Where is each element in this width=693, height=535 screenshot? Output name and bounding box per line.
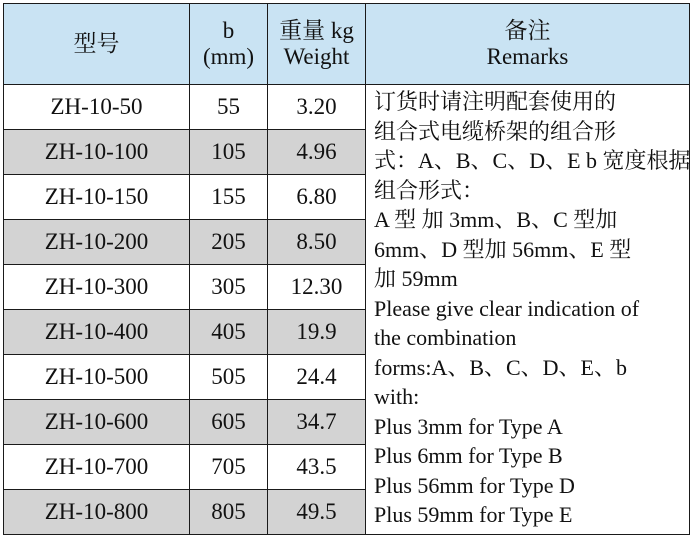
cell-b: 155 [190, 175, 268, 220]
remarks-line: Plus 3mm for Type A [374, 413, 563, 439]
header-remarks-zh: 备注 [504, 18, 551, 43]
remarks-line: 订货时请注明配套使用的 [374, 89, 617, 114]
cell-model: ZH-10-100 [4, 130, 190, 175]
header-weight-en: Weight [283, 44, 350, 69]
cell-model: ZH-10-150 [4, 175, 190, 220]
cell-b: 605 [190, 400, 268, 445]
cell-b: 405 [190, 310, 268, 355]
remarks-line: 加 59mm [374, 266, 458, 291]
cell-model: ZH-10-800 [4, 490, 190, 535]
cell-b: 105 [190, 130, 268, 175]
remarks-line: 组合式电缆桥架的组合形 [374, 118, 617, 144]
cell-model: ZH-10-500 [4, 355, 190, 400]
cell-weight: 6.80 [268, 175, 366, 220]
cell-model: ZH-10-50 [4, 85, 190, 130]
header-model [4, 4, 190, 85]
cell-weight: 24.4 [268, 355, 366, 400]
cell-weight: 4.96 [268, 130, 366, 175]
cell-weight: 49.5 [268, 490, 366, 535]
header-b-unit: (mm) [202, 44, 255, 69]
cable-tray-spec-table [3, 3, 690, 535]
cell-model: ZH-10-200 [4, 220, 190, 265]
cell-model: ZH-10-400 [4, 310, 190, 355]
remarks-line: A 型 加 3mm、B、C 型加 [374, 207, 618, 232]
cell-b: 205 [190, 220, 268, 265]
remarks-line: 组合形式： [374, 177, 485, 203]
cell-weight: 34.7 [268, 400, 366, 445]
cell-b: 505 [190, 355, 268, 400]
table-row [4, 85, 690, 130]
cell-b: 805 [190, 490, 268, 535]
remarks-line: forms:A、B、C、D、E、b [374, 354, 628, 380]
remarks-cell [366, 85, 690, 535]
remarks-line: Please give clear indication of [374, 295, 640, 321]
cell-model: ZH-10-700 [4, 445, 190, 490]
header-row [4, 4, 690, 85]
cell-model: ZH-10-600 [4, 400, 190, 445]
cell-weight: 12.30 [268, 265, 366, 310]
header-model-label: 型号 [73, 31, 120, 56]
cell-weight: 43.5 [268, 445, 366, 490]
remarks-line: Plus 6mm for Type B [374, 443, 563, 468]
header-b-label: b [222, 18, 235, 43]
remarks-line: 6mm、D 型加 56mm、E 型 [374, 236, 632, 262]
header-remarks-en: Remarks [486, 44, 569, 69]
cell-model: ZH-10-300 [4, 265, 190, 310]
cell-weight: 8.50 [268, 220, 366, 265]
cell-weight: 3.20 [268, 85, 366, 130]
header-weight-zh: 重量 kg [279, 18, 354, 43]
header-weight [268, 4, 366, 85]
remarks-line: the combination [374, 325, 517, 350]
header-b [190, 4, 268, 85]
remarks-line: Plus 59mm for Type E [374, 502, 573, 527]
header-remarks [366, 4, 690, 85]
remarks-line: Plus 56mm for Type D [374, 472, 575, 498]
remarks-line: with: [374, 384, 420, 409]
cell-b: 705 [190, 445, 268, 490]
cell-b: 55 [190, 85, 268, 130]
cell-b: 305 [190, 265, 268, 310]
remarks-line: 式：A、B、C、D、E b 宽度根据 [374, 148, 691, 173]
cell-weight: 19.9 [268, 310, 366, 355]
